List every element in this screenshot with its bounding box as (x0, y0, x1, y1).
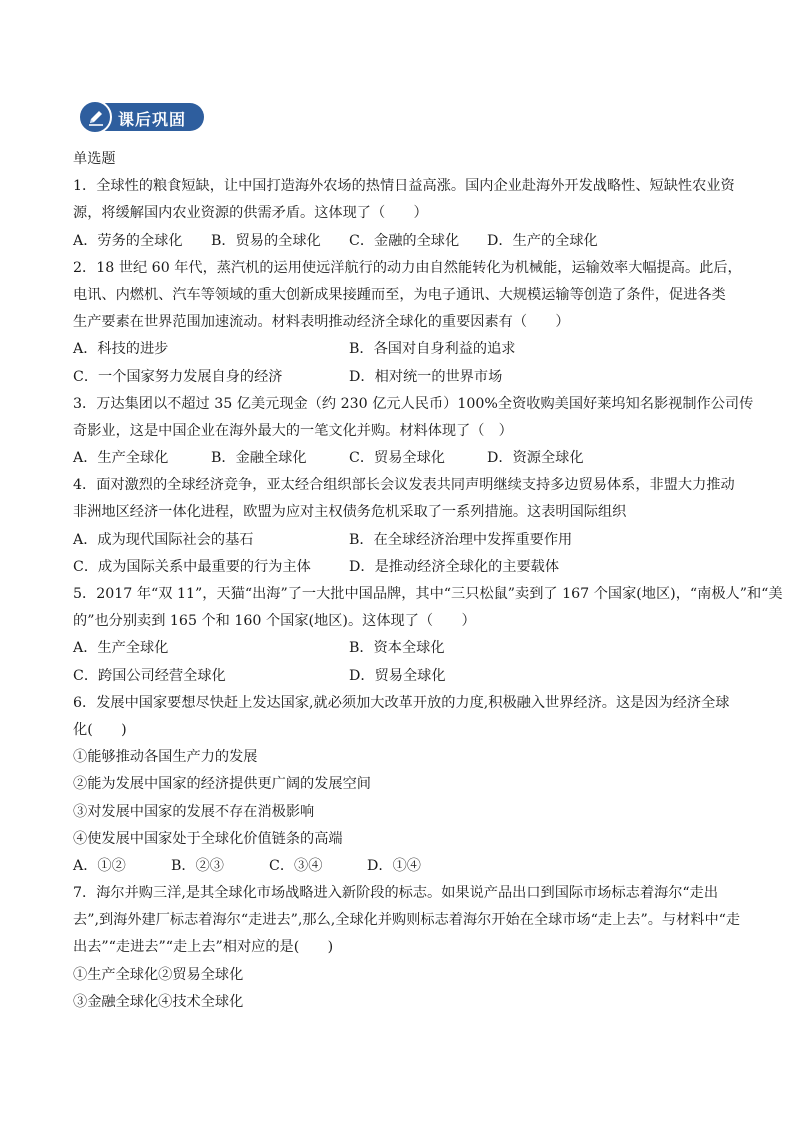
question-list (73, 146, 783, 1016)
question-stem-line: 生产要素在世界范围加速流动。材料表明推动经济全球化的重要因素有（ ） (73, 314, 570, 331)
question-stem-line: 5．2017 年“双 11”，天猫“出海”了一大批中国品牌，其中“三只松鼠”卖到了 167 个国家(地区)，“南极人”和“美 (73, 586, 783, 602)
question-stem-line: 6．发展中国家要想尽快赶上发达国家,就必须加大改革开放的力度,积极融入世界经济。这是因为经济全球 (73, 694, 730, 711)
option-a[interactable]: A．生产全球化 (73, 640, 169, 657)
option-b[interactable]: B．在全球经济治理中发挥重要作用 (349, 531, 573, 548)
question-stem-line: 化( ) (73, 721, 127, 738)
options-row (73, 445, 725, 472)
question-1 (73, 173, 735, 255)
option-b[interactable]: B．资本全球化 (349, 640, 445, 657)
option-c[interactable]: C．贸易全球化 (349, 450, 445, 467)
option-d[interactable]: D．①④ (367, 857, 421, 874)
options-row (73, 228, 725, 255)
options-row (73, 663, 725, 690)
option-a[interactable]: A．①② (73, 857, 126, 874)
option-a[interactable]: A．劳务的全球化 (73, 232, 183, 249)
statement-item: ①能够推动各国生产力的发展 (73, 749, 258, 766)
question-5 (73, 581, 783, 690)
option-d[interactable]: D．是推动经济全球化的主要载体 (349, 558, 560, 575)
question-stem-line: 1．全球性的粮食短缺，让中国打造海外农场的热情日益高涨。国内企业赴海外开发战略性、短缺性农业资 (73, 178, 735, 195)
statement-item: ③对发展中国家的发展不存在消极影响 (73, 803, 315, 820)
question-stem-line: 2．18 世纪 60 年代，蒸汽机的运用使远洋航行的动力由自然能转化为机械能，运输效率大幅提高。此后， (73, 259, 742, 276)
question-6 (73, 690, 730, 880)
question-4 (73, 472, 735, 581)
statement-item: ①生产全球化②贸易全球化 (73, 966, 244, 983)
question-stem-line: 3．万达集团以不超过 35 亿美元现金（约 230 亿元人民币）100%全资收购美国好莱坞知名影视制作公司传 (73, 395, 754, 412)
section-banner (78, 100, 206, 134)
statement-item: ②能为发展中国家的经济提供更广阔的发展空间 (73, 776, 371, 793)
question-stem-line: 源，将缓解国内农业资源的供需矛盾。这体现了（ ） (73, 205, 428, 222)
options-row (73, 635, 725, 662)
options-row (73, 336, 725, 363)
question-stem-line: 出去”“走进去”“走上去”相对应的是( ) (73, 939, 334, 956)
option-b[interactable]: B．②③ (171, 857, 224, 874)
option-a[interactable]: A．成为现代国际社会的基石 (73, 531, 254, 548)
question-stem-line: 奇影业，这是中国企业在海外最大的一笔文化并购。材料体现了（ ） (73, 422, 513, 439)
question-2 (73, 255, 742, 391)
option-c[interactable]: C．金融的全球化 (349, 232, 460, 249)
option-a[interactable]: A．生产全球化 (73, 450, 169, 467)
option-b[interactable]: B．各国对自身利益的追求 (349, 341, 516, 358)
question-7 (73, 880, 741, 1016)
question-3 (73, 391, 754, 473)
option-c[interactable]: C．成为国际关系中最重要的行为主体 (73, 558, 311, 575)
option-d[interactable]: D．生产的全球化 (487, 232, 598, 249)
question-stem-line: 去”,到海外建厂标志着海尔“走进去”,那么,全球化并购则标志着海尔开始在全球市场“走上去”。与材料中“走 (73, 912, 741, 929)
question-stem-line: 4．面对激烈的全球经济竞争，亚太经合组织部长会议发表共同声明继续支持多边贸易体系，非盟大力推动 (73, 477, 735, 494)
option-b[interactable]: B．贸易的全球化 (211, 232, 321, 249)
option-c[interactable]: C．跨国公司经营全球化 (73, 667, 226, 684)
question-stem-line: 非洲地区经济一体化进程，欧盟为应对主权债务危机采取了一系列措施。这表明国际组织 (73, 504, 627, 521)
statement-item: ④使发展中国家处于全球化价值链条的高端 (73, 830, 343, 847)
question-stem-line: 7．海尔并购三洋,是其全球化市场战略进入新阶段的标志。如果说产品出口到国际市场标志着海尔“走出 (73, 885, 719, 902)
option-d[interactable]: D．贸易全球化 (349, 667, 446, 684)
question-stem-line: 电讯、内燃机、汽车等领域的重大创新成果接踵而至，为电子通讯、大规模运输等创造了条件，促进各类 (73, 286, 726, 303)
option-a[interactable]: A．科技的进步 (73, 341, 169, 358)
question-stem-line: 的”也分别卖到 165 个和 160 个国家(地区)。这体现了（ ） (73, 613, 476, 630)
pencil-icon (78, 100, 112, 134)
options-row (73, 853, 725, 880)
option-b[interactable]: B．金融全球化 (211, 450, 307, 467)
option-d[interactable]: D．资源全球化 (487, 450, 584, 467)
option-c[interactable]: C．③④ (269, 857, 323, 874)
options-row (73, 364, 725, 391)
option-c[interactable]: C．一个国家努力发展自身的经济 (73, 368, 283, 385)
section-label: 单选题 (73, 151, 116, 167)
options-row (73, 554, 725, 581)
statement-item: ③金融全球化④技术全球化 (73, 993, 244, 1010)
banner-title: 课后巩固 (118, 110, 187, 129)
option-d[interactable]: D．相对统一的世界市场 (349, 368, 503, 385)
options-row (73, 527, 725, 554)
